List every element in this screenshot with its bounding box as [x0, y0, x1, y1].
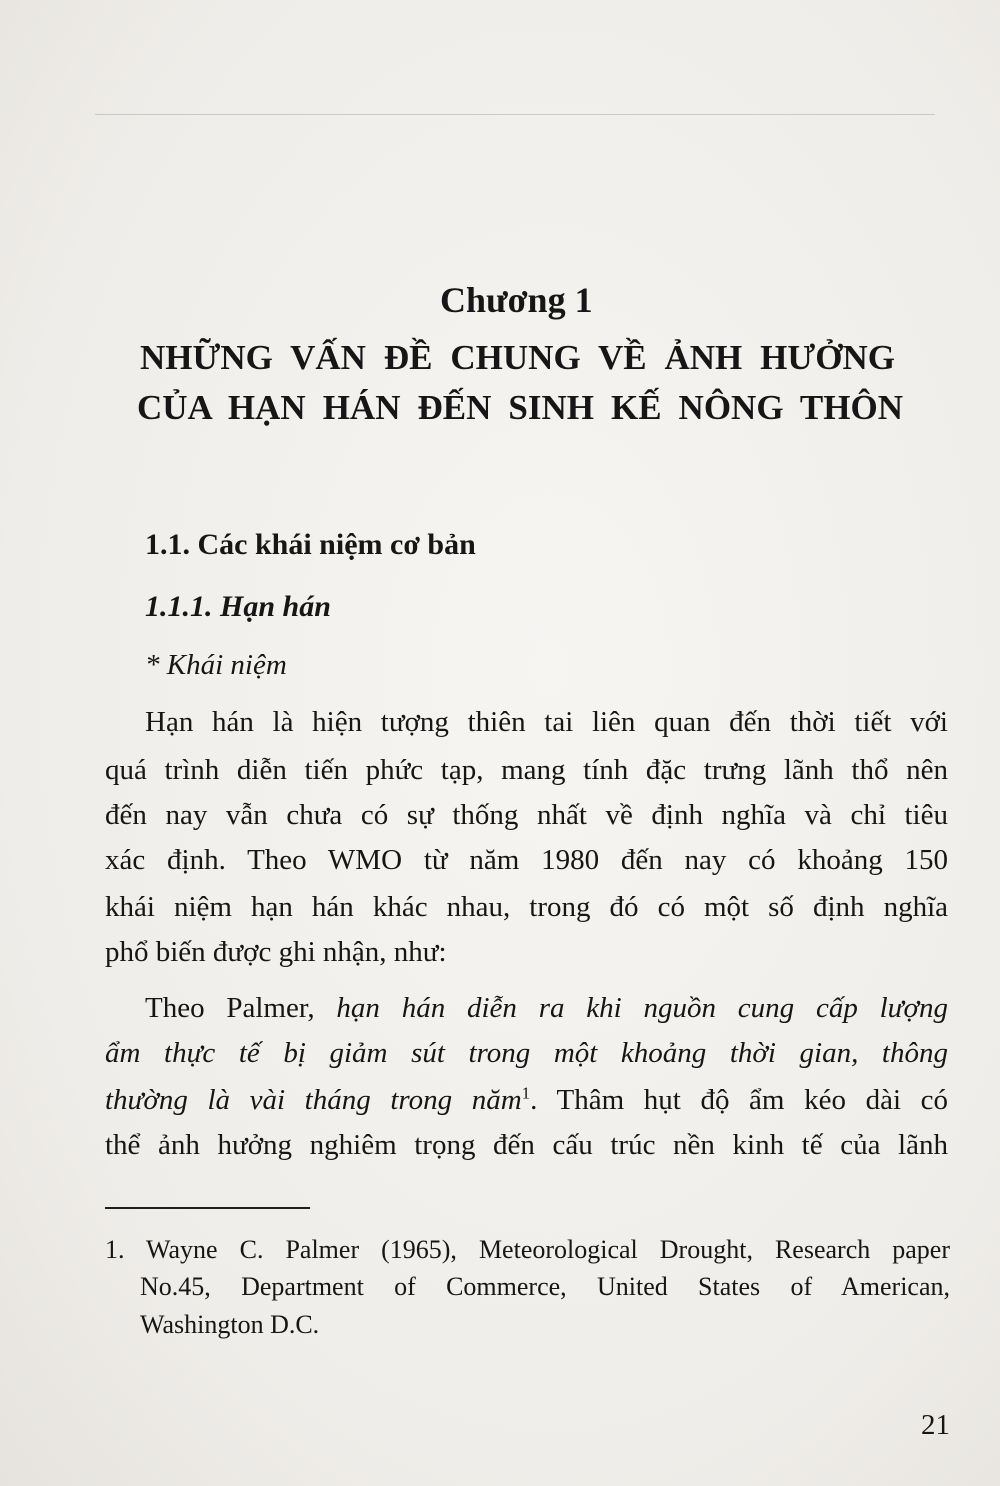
concept-label: * Khái niệm: [145, 649, 287, 681]
chapter-label: Chương 1: [440, 280, 593, 320]
paragraph-1-line: đến nay vẫn chưa có sự thống nhất về định nghĩa và chỉ tiêu: [105, 799, 948, 831]
paragraph-2-italic-text: hạn hán diễn ra khi nguồn cung cấp lượng: [336, 992, 948, 1024]
paragraph-2-italic-text: ẩm thực tế bị giảm sút trong một khoảng thời gian, thông: [105, 1037, 948, 1069]
paragraph-1-line: xác định. Theo WMO từ năm 1980 đến nay có khoảng 150: [105, 844, 948, 876]
paragraph-1-line: khái niệm hạn hán khác nhau, trong đó có một số định nghĩa: [105, 891, 948, 923]
footnote-line: Washington D.C.: [140, 1310, 320, 1339]
paragraph-2-italic-text: thường là vài tháng trong năm: [105, 1084, 522, 1116]
paragraph-2-text: Theo Palmer,: [145, 992, 337, 1024]
footnote-line: 1. Wayne C. Palmer (1965), Meteorological Drought, Research paper: [105, 1235, 950, 1264]
paragraph-2-line: [105, 1125, 948, 1165]
footnote-divider: [105, 1207, 310, 1209]
page-number: 21: [921, 1409, 950, 1441]
footnote-reference: 1: [521, 1083, 531, 1103]
paragraph-2-line: [105, 1033, 948, 1073]
paragraph-1-line: phổ biến được ghi nhận, như:: [105, 936, 447, 968]
footnote-line: No.45, Department of Commerce, United States of American,: [140, 1272, 950, 1301]
section-heading: 1.1. Các khái niệm cơ bản: [145, 528, 476, 561]
paragraph-1-line: Hạn hán là hiện tượng thiên tai liên quan đến thời tiết với: [145, 706, 948, 738]
bleed-through-header-rule: [95, 114, 935, 115]
paragraph-1-line: quá trình diễn tiến phức tạp, mang tính đặc trưng lãnh thổ nên: [105, 754, 948, 786]
chapter-title-line-2: CỦA HẠN HÁN ĐẾN SINH KẾ NÔNG THÔN: [137, 388, 903, 427]
paragraph-2-line: [145, 988, 948, 1028]
chapter-title-line-1: NHỮNG VẤN ĐỀ CHUNG VỀ ẢNH HƯỞNG: [140, 338, 895, 377]
paragraph-2-text: thể ảnh hưởng nghiêm trọng đến cấu trúc nền kinh tế của lãnh: [105, 1129, 948, 1161]
paragraph-2-text: . Thâm hụt độ ẩm kéo dài có: [530, 1084, 948, 1116]
paragraph-2-line: [105, 1080, 948, 1120]
subsection-heading: 1.1.1. Hạn hán: [145, 590, 331, 623]
